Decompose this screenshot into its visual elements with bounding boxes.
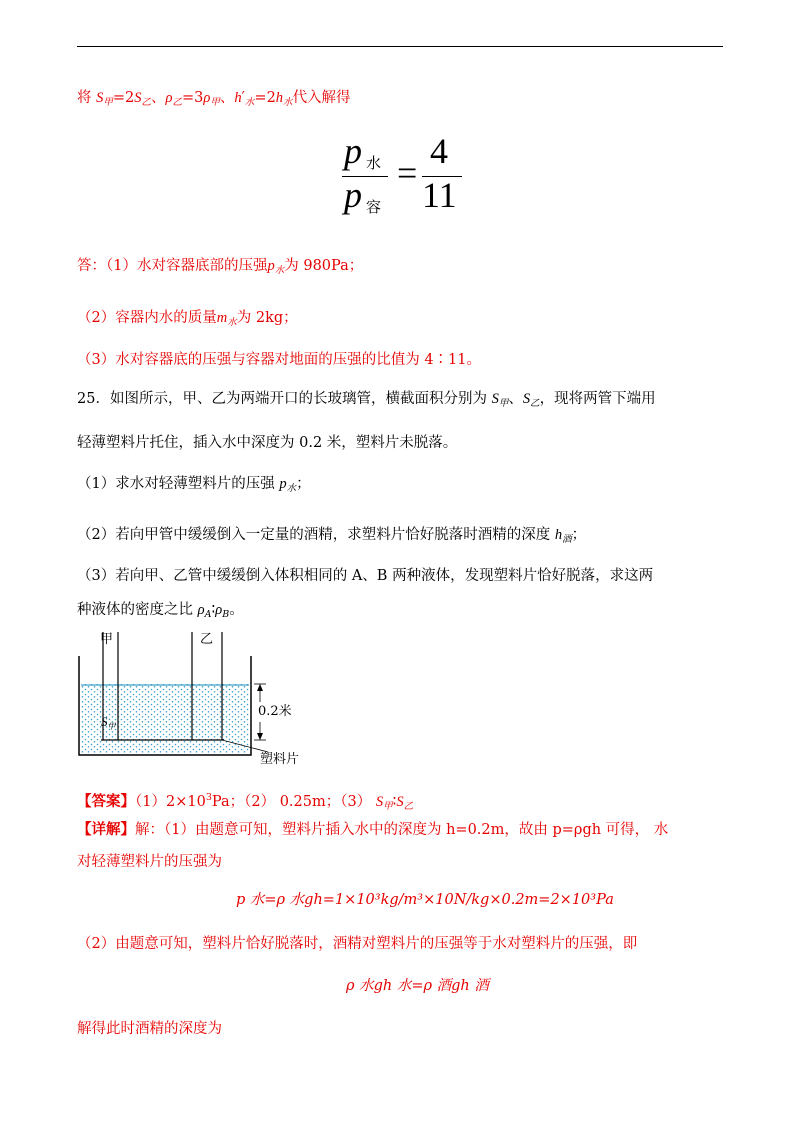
tube-jia-label: 甲 — [100, 632, 114, 647]
area-label — [101, 712, 116, 737]
ans2-sub: 水 — [227, 317, 237, 328]
frac-den-sub: 容 — [366, 198, 382, 216]
q3-rho-b: ρ — [215, 602, 223, 618]
q1-post: ； — [296, 476, 311, 492]
header-rule — [77, 46, 723, 47]
answer-s2-sub: 乙 — [403, 801, 414, 812]
answer-body-1: （1）2×10 — [135, 794, 206, 810]
frac-right-num: 4 — [430, 131, 448, 171]
q1-pre: （1）求水对轻薄塑料片的压强 — [77, 476, 275, 492]
q3-pre: 种液体的密度之比 — [77, 602, 193, 618]
ans2-pre: （2）容器内水的质量 — [77, 310, 217, 326]
q25-l1-post: ，现将两管下端用 — [539, 391, 656, 407]
frac-equals: = — [397, 153, 418, 193]
q25-s2-sub: 乙 — [530, 398, 540, 409]
frac-den-p: p — [344, 175, 362, 215]
detail-line-1 — [77, 820, 668, 840]
q2-sub: 酒 — [562, 534, 572, 545]
question-25-part-3-line-1: （3）若向甲、乙管中缓缓倒入体积相同的 A、B 两种液体，发现塑料片恰好脱落，求这两 — [77, 568, 654, 584]
question-25-part-2 — [77, 525, 586, 550]
question-25-line-1 — [77, 389, 656, 414]
detail-line-4: 解得此时酒精的深度为 — [77, 1021, 222, 1037]
detail-line-3: （2）由题意可知，塑料片恰好脱落时，酒精对塑料片的压强等于水对塑料片的压强，即 — [77, 936, 638, 952]
answer-summary — [77, 788, 413, 817]
q3-post: 。 — [229, 602, 244, 618]
answer-body-2: Pa；（2） 0.25m；（3） — [211, 794, 372, 810]
answer-s1-sub: 甲 — [383, 801, 393, 812]
answer-colon: ∶ — [392, 794, 397, 810]
answer-line-1 — [77, 256, 363, 281]
q25-s1: S — [491, 391, 499, 407]
plastic-label: 塑料片 — [260, 752, 300, 767]
q3-b: B — [222, 609, 230, 620]
detail-line-2: 对轻薄塑料片的压强为 — [77, 854, 222, 870]
ans1-sub: 水 — [274, 265, 285, 276]
substitution-line: 将 $S_甲=2S_乙$、$\rho_乙=3\rho_甲$、$h'_水=2h_水$代入解得 — [77, 90, 351, 108]
answer-s2: S — [396, 794, 404, 810]
pressure-ratio-formula — [342, 130, 470, 222]
ans1-pre: 答：（1）水对容器底部的压强 — [77, 258, 268, 274]
ans1-var: p — [267, 258, 275, 274]
area-label-sub: 甲 — [107, 722, 116, 731]
q2-var: h — [554, 527, 563, 543]
question-25-line-2: 轻薄塑料片托住，插入水中深度为 0.2 米，塑料片未脱落。 — [77, 435, 458, 451]
frac-num-p: p — [344, 131, 362, 171]
water-surface — [81, 684, 249, 686]
q25-s1-sub: 甲 — [498, 398, 509, 409]
q25-mid: 、 — [508, 391, 523, 407]
q3-colon: ∶ — [211, 602, 216, 618]
tube-yi-label: 乙 — [200, 632, 214, 647]
q2-post: ； — [571, 527, 587, 543]
question-25-part-3-line-2 — [77, 600, 244, 625]
q1-sub: 水 — [286, 483, 297, 494]
q3-a: A — [204, 609, 212, 620]
detail-tag: 【详解】 — [77, 821, 135, 838]
q2-pre: （2）若向甲管中缓缓倒入一定量的酒精，求塑料片恰好脱落时酒精的深度 — [77, 527, 551, 543]
q25-l1-pre: 25．如图所示，甲、乙为两端开口的长玻璃管，横截面积分别为 — [77, 391, 487, 407]
area-label-s: S — [101, 714, 108, 729]
detail-text-1: 解：（1）由题意可知，塑料片插入水中的深度为 h=0.2m，故由 p=ρgh 可得， 水 — [135, 822, 669, 838]
answer-line-2 — [77, 308, 298, 333]
ans2-post: 为 2kg； — [236, 310, 298, 326]
question-25-part-1 — [77, 474, 311, 499]
q3-rho-a: ρ — [197, 602, 205, 618]
answer-line-3: （3）水对容器底的压强与容器对地面的压强的比值为 4∶11。 — [77, 352, 482, 368]
equation-pressure: p 水=ρ 水gh=1×10³kg/m³×10N/kg×0.2m=2×10³Pa — [236, 892, 614, 908]
ans2-var: m — [216, 310, 228, 326]
frac-num-sub: 水 — [366, 154, 382, 172]
q1-var: p — [279, 476, 287, 492]
q25-s2: S — [522, 391, 531, 407]
equation-balance: ρ 水gh 水=ρ 酒gh 酒 — [346, 978, 489, 994]
depth-arrow-down — [257, 733, 263, 740]
frac-right-den: 11 — [422, 175, 457, 215]
answer-sup-1: 3 — [205, 792, 212, 803]
depth-arrow-up — [257, 684, 263, 691]
answer-s1: S — [375, 794, 384, 810]
ans1-post: 为 980Pa； — [284, 258, 364, 274]
depth-label: 0.2米 — [258, 702, 292, 722]
answer-tag: 【答案】 — [77, 793, 135, 810]
